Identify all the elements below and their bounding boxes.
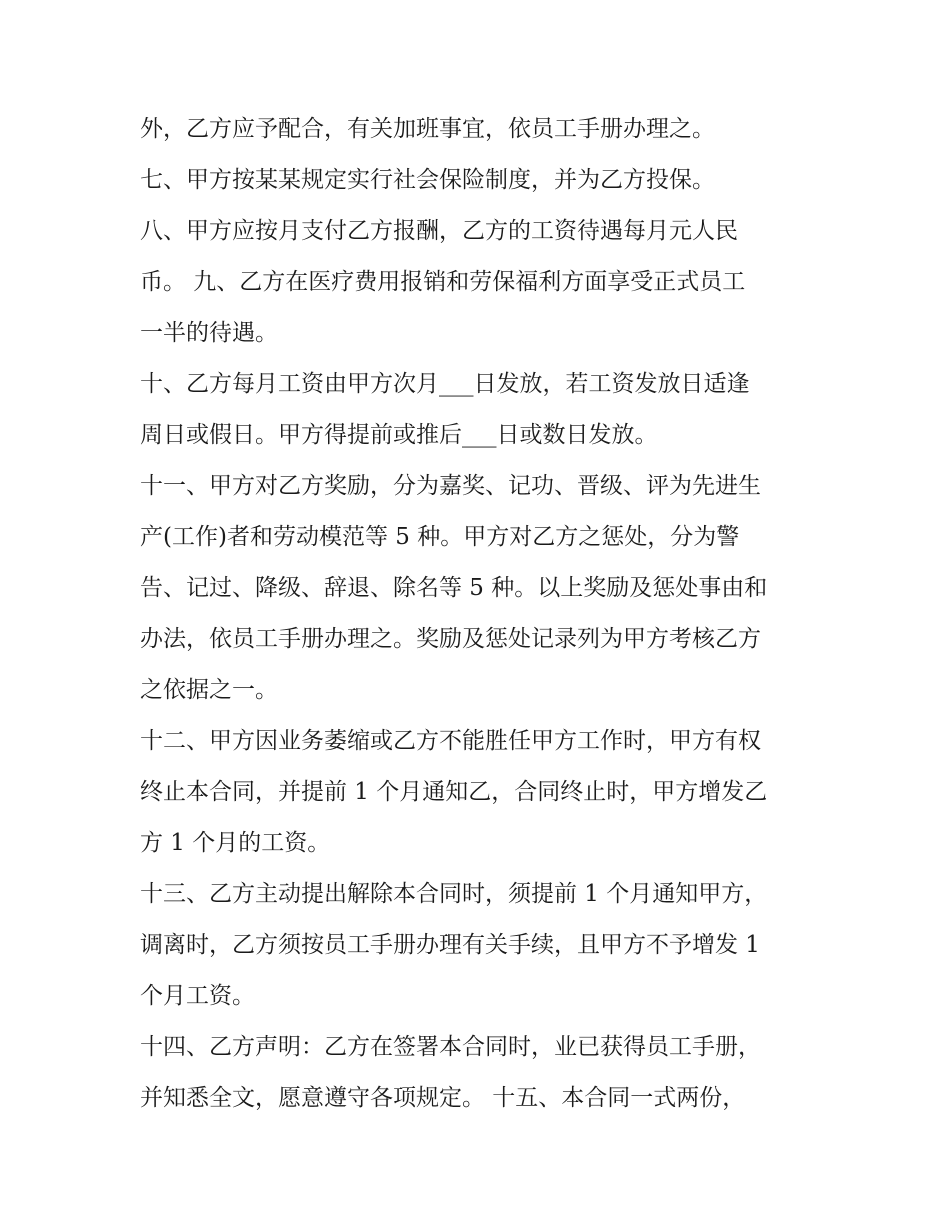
text-line: 一半的待遇。 <box>140 320 278 346</box>
contract-body <box>140 104 830 1124</box>
text-line: 十二、甲方因业务萎缩或乙方不能胜任甲方工作时，甲方有权 <box>140 728 761 754</box>
text-line: 十、乙方每月工资由甲方次月___日发放，若工资发放日适逢 <box>140 371 750 397</box>
text-line: 产(工作)者和劳动模范等 5 种。甲方对乙方之惩处，分为警 <box>140 524 740 550</box>
text-line: 七、甲方按某某规定实行社会保险制度，并为乙方投保。 <box>140 167 715 193</box>
text-line: 个月工资。 <box>140 983 255 1009</box>
text-line: 并知悉全文，愿意遵守各项规定。 十五、本合同一式两份， <box>140 1085 746 1111</box>
text-line: 十三、乙方主动提出解除本合同时，须提前 1 个月通知甲方， <box>140 881 768 907</box>
text-line: 十一、甲方对乙方奖励，分为嘉奖、记功、晋级、评为先进生 <box>140 473 761 499</box>
text-line: 方 1 个月的工资。 <box>140 830 331 856</box>
text-line: 币。 九、乙方在医疗费用报销和劳保福利方面享受正式员工 <box>140 269 746 295</box>
text-line: 告、记过、降级、辞退、除名等 5 种。以上奖励及惩处事由和 <box>140 575 768 601</box>
text-line: 调离时，乙方须按员工手册办理有关手续，且甲方不予增发 1 <box>140 932 760 958</box>
text-line: 终止本合同，并提前 1 个月通知乙，合同终止时，甲方增发乙 <box>140 779 768 805</box>
text-line: 八、甲方应按月支付乙方报酬，乙方的工资待遇每月元人民 <box>140 218 738 244</box>
text-line: 外，乙方应予配合，有关加班事宜，依员工手册办理之。 <box>140 116 715 142</box>
text-line: 之依据之一。 <box>140 677 278 703</box>
text-line: 办法，依员工手册办理之。奖励及惩处记录列为甲方考核乙方 <box>140 626 761 652</box>
text-line: 周日或假日。甲方得提前或推后___日或数日发放。 <box>140 422 658 448</box>
text-line: 十四、乙方声明：乙方在签署本合同时，业已获得员工手册， <box>140 1034 761 1060</box>
